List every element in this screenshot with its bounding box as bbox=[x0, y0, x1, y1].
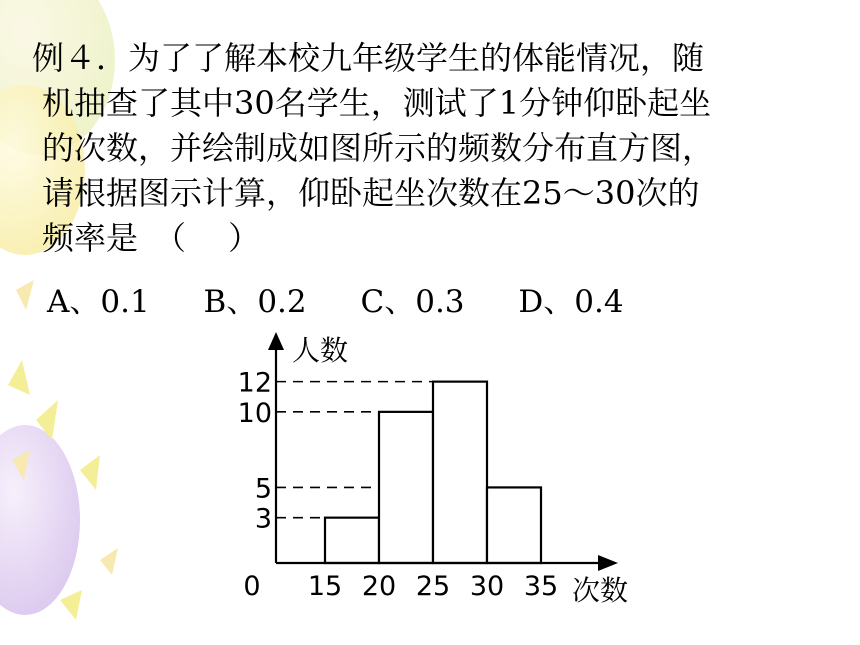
option-b[interactable]: B、0.2 bbox=[203, 284, 307, 320]
x-tick-label: 0 bbox=[243, 571, 261, 602]
x-tick-label: 35 bbox=[523, 571, 559, 602]
question-line: 请根据图示计算，仰卧起坐次数在25～30次的 bbox=[42, 174, 700, 212]
x-tick-label: 15 bbox=[307, 571, 343, 602]
y-tick-label: 10 bbox=[237, 397, 272, 429]
y-tick-label: 3 bbox=[254, 503, 272, 535]
option-d[interactable]: D、0.4 bbox=[518, 284, 624, 320]
y-tick-label: 5 bbox=[254, 473, 272, 505]
histogram-chart bbox=[210, 320, 680, 620]
histogram-bar bbox=[433, 382, 487, 563]
y-axis-arrow bbox=[268, 332, 284, 350]
y-axis-label: 人数 bbox=[292, 334, 349, 367]
x-axis-label: 次数 bbox=[572, 574, 629, 607]
option-a[interactable]: A、0.1 bbox=[47, 284, 150, 320]
y-tick-label: 12 bbox=[237, 367, 272, 399]
option-c[interactable]: C、0.3 bbox=[360, 284, 465, 320]
question-text bbox=[32, 36, 832, 261]
x-tick-label: 20 bbox=[361, 571, 397, 602]
question-line: 例４．为了了解本校九年级学生的体能情况，随 bbox=[32, 39, 705, 77]
histogram-bar bbox=[487, 487, 541, 563]
histogram-bar bbox=[325, 518, 379, 563]
x-tick-label: 30 bbox=[469, 571, 505, 602]
question-line: 的次数，并绘制成如图所示的频数分布直方图， bbox=[42, 129, 715, 167]
x-axis-arrow bbox=[598, 555, 618, 571]
x-tick-label: 25 bbox=[415, 571, 451, 602]
answer-options bbox=[47, 276, 624, 321]
question-line: 频率是 （ ） bbox=[42, 219, 261, 257]
histogram-bar bbox=[379, 412, 433, 563]
question-line: 机抽查了其中30名学生，测试了1分钟仰卧起坐 bbox=[42, 84, 712, 122]
